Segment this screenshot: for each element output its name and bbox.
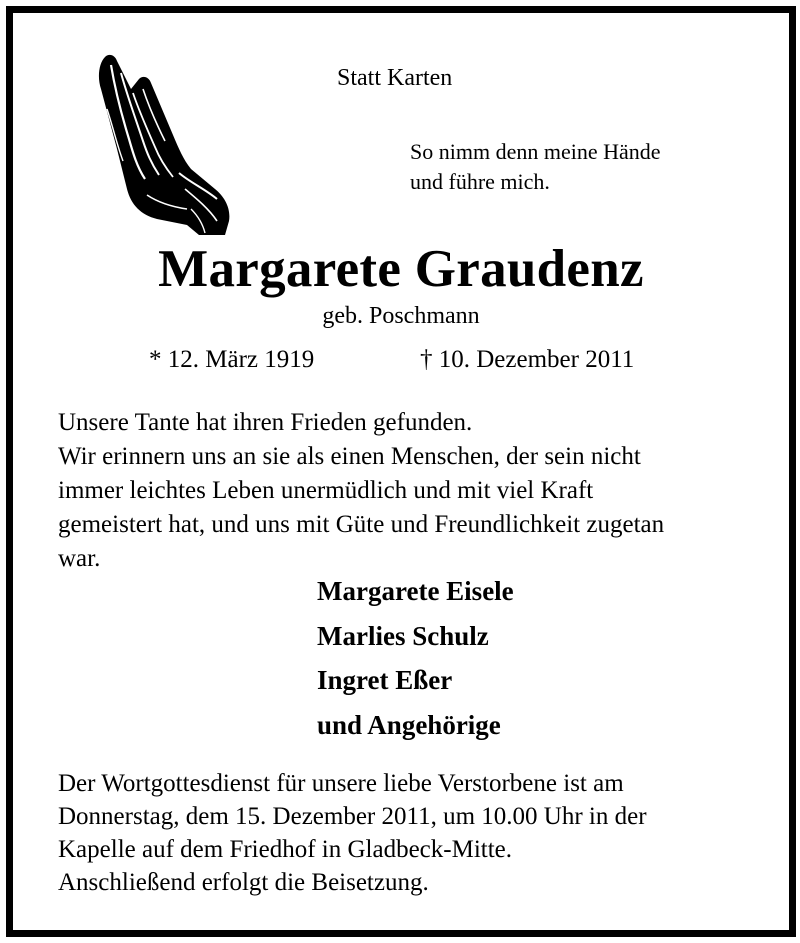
message-line: war. — [58, 545, 101, 572]
verse-line: So nimm denn meine Hände — [410, 139, 661, 164]
deceased-name: Margarete Graudenz — [158, 240, 644, 298]
message-line: Unsere Tante hat ihren Frieden gefunden. — [58, 409, 473, 436]
birth-date: * 12. März 1919 — [149, 346, 315, 373]
message-line: Wir erinnern uns an sie als einen Menschen, der sein nicht — [58, 443, 641, 470]
service-line: Kapelle auf dem Friedhof in Gladbeck-Mitte. — [58, 836, 513, 863]
burial-note: Anschließend erfolgt die Beisetzung. — [58, 869, 429, 896]
message-line: gemeistert hat, und uns mit Güte und Freundlichkeit zugetan — [58, 511, 665, 538]
statt-karten-label: Statt Karten — [337, 65, 453, 91]
service-line: Der Wortgottesdienst für unsere liebe Verstorbene ist am — [58, 770, 624, 797]
mourner-name: und Angehörige — [317, 709, 501, 740]
maiden-name: geb. Poschmann — [322, 303, 480, 329]
mourner-name: Ingret Eßer — [317, 665, 453, 695]
verse-line: und führe mich. — [410, 169, 550, 194]
service-line: Donnerstag, dem 15. Dezember 2011, um 10.00 Uhr in der — [58, 803, 647, 830]
memorial-message — [58, 406, 664, 576]
service-info — [58, 767, 647, 866]
message-line: immer leichtes Leben unermüdlich und mit viel Kraft — [58, 477, 594, 504]
mourner-name: Marlies Schulz — [317, 620, 489, 651]
verse — [410, 137, 661, 197]
mourner-name: Margarete Eisele — [317, 576, 514, 606]
obituary-card — [6, 6, 796, 937]
praying-hands-icon — [87, 49, 237, 239]
mourners-list — [317, 569, 514, 747]
death-date: † 10. Dezember 2011 — [420, 346, 635, 373]
